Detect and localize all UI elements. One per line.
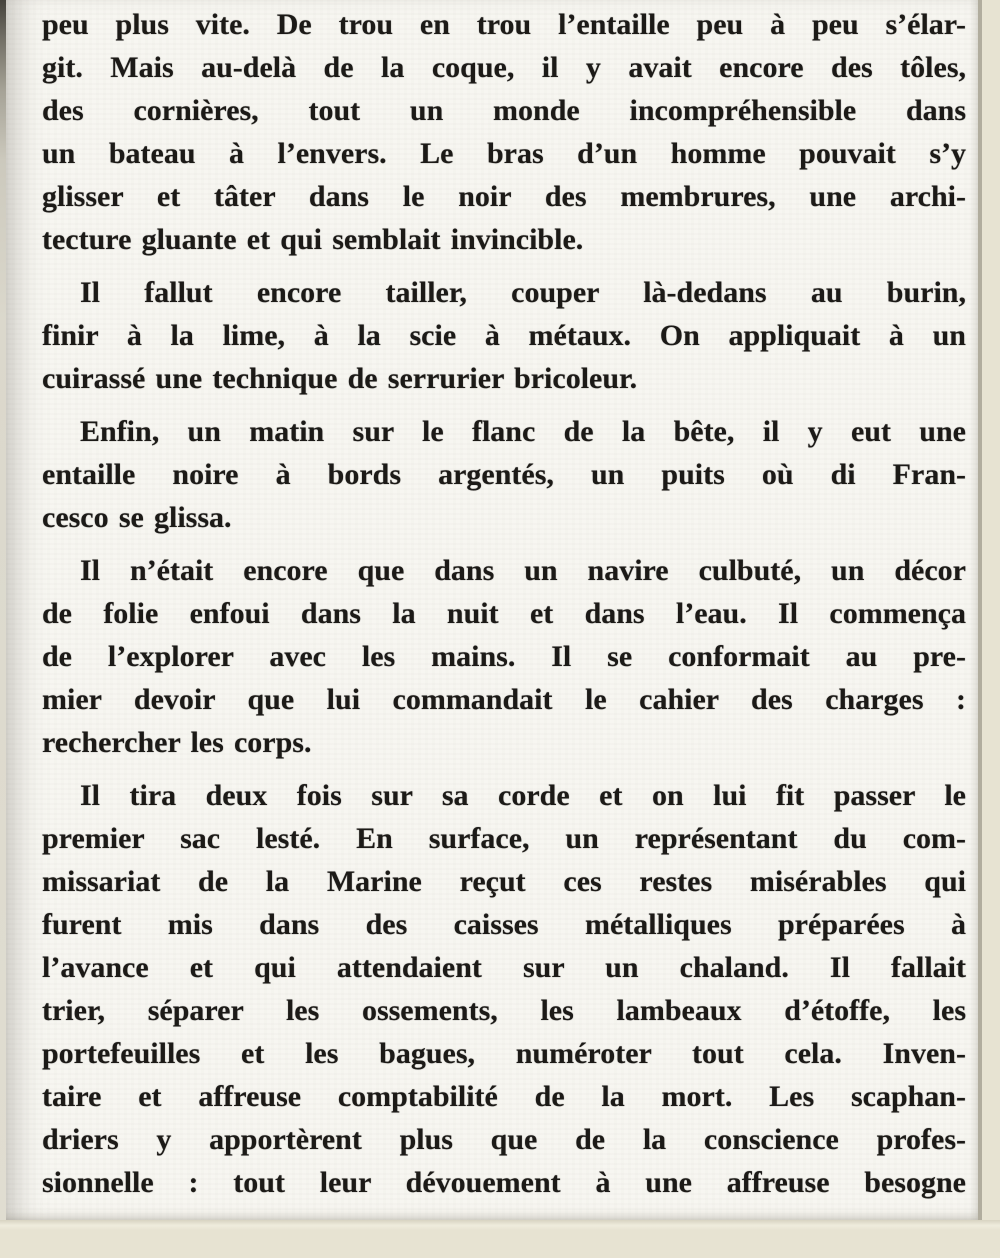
- text-line: peu plus vite. De trou en trou l’entaille peu à peu s’élar-: [42, 8, 966, 41]
- paragraph: [42, 3, 966, 261]
- text-line: git. Mais au-delà de la coque, il y avait encore des tôles,: [42, 51, 966, 84]
- page-paper: [5, 0, 982, 1220]
- text-line: Il fallut encore tailler, couper là-dedans au burin,: [80, 276, 966, 309]
- page-gutter-shadow: [0, 0, 6, 1220]
- paragraph: [42, 271, 966, 400]
- text-line: cesco se glissa.: [42, 501, 232, 534]
- paragraph: [42, 549, 966, 764]
- text-line: sionnelle : tout leur dévouement à une affreuse besogne: [42, 1166, 966, 1199]
- text-line: missariat de la Marine reçut ces restes misérables qui: [42, 865, 966, 898]
- paragraph: [42, 774, 966, 1204]
- text-line: de folie enfoui dans la nuit et dans l’eau. Il commença: [42, 597, 966, 630]
- page-text: [42, 3, 966, 1204]
- page-bottom-margin: [0, 1220, 1000, 1230]
- text-line: taire et affreuse comptabilité de la mort. Les scaphan-: [42, 1080, 966, 1113]
- paragraph: [42, 410, 966, 539]
- text-line: rechercher les corps.: [42, 726, 312, 759]
- text-line: finir à la lime, à la scie à métaux. On appliquait à un: [42, 319, 966, 352]
- text-line: cuirassé une technique de serrurier bricoleur.: [42, 362, 638, 395]
- text-line: Enfin, un matin sur le flanc de la bête, il y eut une: [80, 415, 966, 448]
- text-line: de l’explorer avec les mains. Il se conformait au pre-: [42, 640, 966, 673]
- text-line: furent mis dans des caisses métalliques préparées à: [42, 908, 966, 941]
- text-line: un bateau à l’envers. Le bras d’un homme pouvait s’y: [42, 137, 966, 170]
- text-line: entaille noire à bords argentés, un puits où di Fran-: [42, 458, 966, 491]
- text-line: Il tira deux fois sur sa corde et on lui fit passer le: [80, 779, 966, 812]
- text-line: premier sac lesté. En surface, un représentant du com-: [42, 822, 966, 855]
- text-line: des cornières, tout un monde incompréhensible dans: [42, 94, 966, 127]
- text-line: mier devoir que lui commandait le cahier des charges :: [42, 683, 966, 716]
- text-line: glisser et tâter dans le noir des membrures, une archi-: [42, 180, 966, 213]
- text-line: portefeuilles et les bagues, numéroter tout cela. Inven-: [42, 1037, 966, 1070]
- text-line: Il n’était encore que dans un navire culbuté, un décor: [80, 554, 966, 587]
- text-line: tecture gluante et qui semblait invincible.: [42, 223, 584, 256]
- text-line: trier, séparer les ossements, les lambeaux d’étoffe, les: [42, 994, 966, 1027]
- text-line: l’avance et qui attendaient sur un chaland. Il fallait: [42, 951, 966, 984]
- text-line: driers y apportèrent plus que de la conscience profes-: [42, 1123, 966, 1156]
